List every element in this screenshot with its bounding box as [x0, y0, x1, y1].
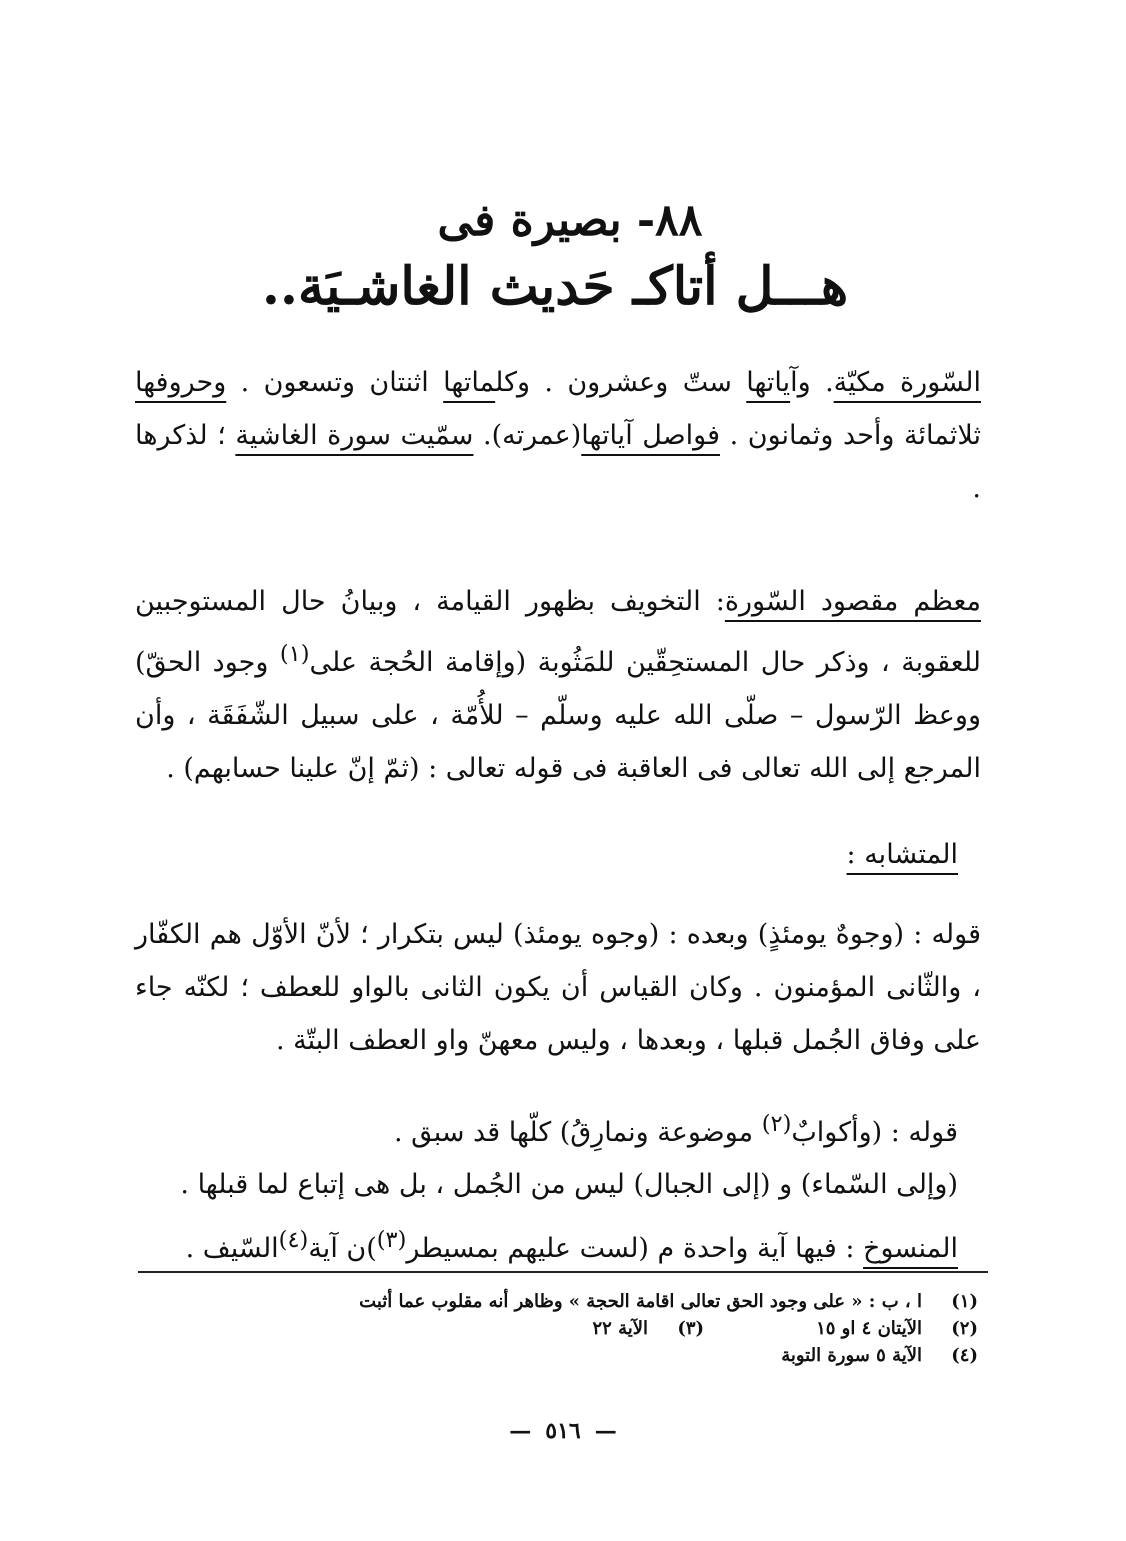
footnote-text: ا ، ب : « على وجود الحق تعالى اقامة الحجة » وظاهر أنه مقلوب عما أثبت	[359, 1291, 922, 1312]
footnotes	[218, 1288, 978, 1369]
page-number	[0, 1418, 1126, 1444]
text-run: اثنتان وتسعون .	[226, 367, 444, 398]
underlined-phrase: فواصل آياتها	[581, 420, 721, 451]
footnote-marker: (٢)	[761, 1111, 792, 1137]
underlined-phrase: سمّيت سورة الغاشية	[235, 420, 474, 451]
spacer	[730, 1315, 790, 1342]
intro-paragraph	[135, 356, 981, 515]
text-line: (وإلى السّماء) و (إلى الجبال) ليس من الجُمل ، بل هى إتباع لما قبلها .	[180, 1169, 958, 1200]
footnote-divider	[138, 1271, 988, 1273]
footnote-number: (٢)	[951, 1318, 978, 1339]
text-run: ؛ لذكرها .	[135, 420, 981, 504]
dash: —	[594, 1418, 617, 1444]
text-run: السّيف .	[185, 1233, 279, 1264]
mutashabih-paragraph: قوله : (وجوهٌ يومئذٍ) وبعده : (وجوه يومئذ) ليس بتكرار ؛ لأنّ الأوّل هم الكفّار ، والثّانى المؤمنون . وكان القياس أن يكون الثانى بالواو للعطف ؛ لكنّه جاء على وفاق الجُمل قبلها ، وبعدها ، وليس معهنّ واو العطف البتّة .	[135, 919, 981, 1056]
underlined-phrase: معظم مقصود السّورة	[724, 586, 981, 617]
text-run: موضوعة ونمارِقُ) كلّها قد سبق .	[394, 1117, 762, 1148]
text-line	[135, 1214, 958, 1275]
section-label-mutashabih: المتشابه :	[846, 839, 958, 870]
footnote-number: (٣)	[677, 1318, 705, 1339]
footnote-item	[218, 1342, 978, 1369]
surah-title: هـــل أتاكـ حَديث الغاشـيَة..	[261, 256, 849, 317]
underlined-phrase: وحروفها	[135, 367, 227, 398]
underlined-phrase: ماتها	[443, 367, 496, 398]
underlined-phrase: المنسوخ	[863, 1233, 958, 1264]
text-line	[135, 1098, 958, 1159]
section-number-title: ٨٨- بصيرة فى	[437, 195, 703, 246]
text-run: ستّ وعشرون . وكل	[495, 367, 747, 398]
text-run: وجود الحقّ) ووعظ الرّسول – صلّى الله عليه وسلّم – للأُمّة ، على سبيل الشّفَقَة ، وأن المرجع إلى الله تعالى فى العاقبة فى قوله تعالى : (ثمّ إنّ علينا حسابهم) .	[135, 647, 981, 784]
text-run: (عمرته).	[473, 420, 582, 451]
footnote-number: (٤)	[951, 1345, 978, 1366]
footnote-marker: (٤)	[278, 1227, 309, 1253]
underlined-phrase: السّورة مكيّة	[833, 367, 981, 398]
text-run: : فيها آية واحدة م (لست عليهم بمسيطر	[406, 1233, 864, 1264]
footnote-text: الآية ٢٢	[592, 1318, 649, 1339]
footnote-number: (١)	[951, 1291, 978, 1312]
text-run: . وآ	[790, 367, 834, 398]
text-run: ثلاثمائة وأحد وثمانون .	[720, 420, 981, 451]
footnote-marker: (١)	[279, 641, 310, 667]
footnote-text: الآيتان ٤ او ١٥	[816, 1318, 922, 1339]
footnote-marker: (٣)	[376, 1227, 407, 1253]
footnote-item	[218, 1315, 978, 1342]
underlined-phrase: ياتها	[746, 367, 791, 398]
text-run: : التخويف بظهور القيامة ، وبيانُ حال المستوجبين للعقوبة ، وذكر حال المستحِقّين للمَثُوبة (وإقامة الحُجة على	[135, 586, 981, 678]
page-number-value: ٥١٦	[545, 1418, 581, 1444]
purpose-paragraph	[135, 575, 981, 795]
text-run: )ن آية	[308, 1233, 377, 1264]
footnote-text: الآية ٥ سورة التوبة	[781, 1345, 922, 1366]
dash: —	[509, 1418, 532, 1444]
footnote-item	[218, 1288, 978, 1315]
text-run: قوله : (وأكوابٌ	[791, 1117, 958, 1148]
